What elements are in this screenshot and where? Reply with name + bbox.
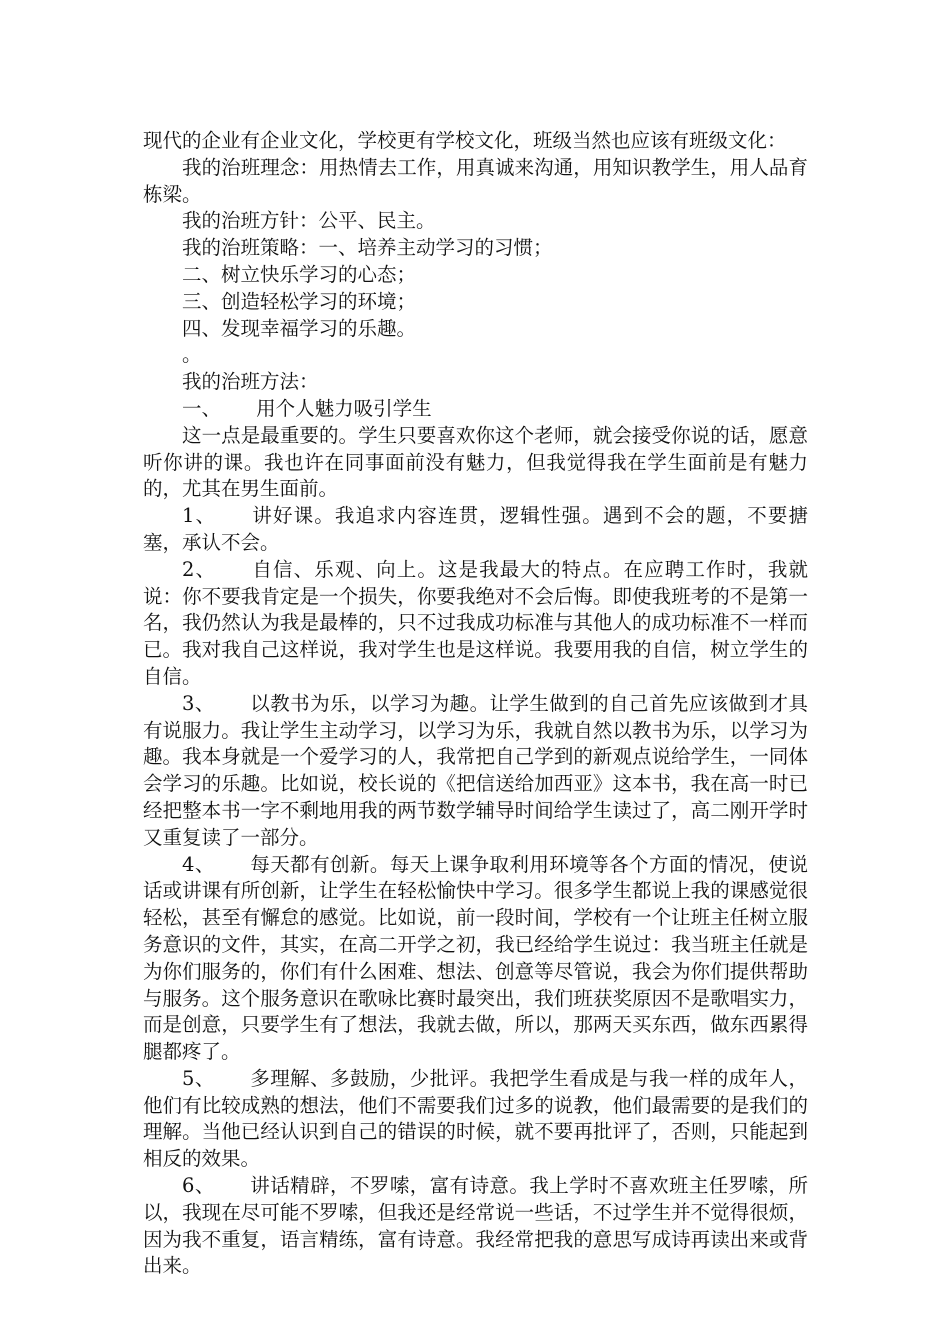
paragraph-philosophy: 我的治班理念：用热情去工作，用真诚来沟通，用知识教学生，用人品育栋梁。 xyxy=(143,155,808,206)
paragraph-intro-culture: 现代的企业有企业文化，学校更有学校文化，班级当然也应该有班级文化： xyxy=(143,129,787,152)
paragraph-strategy-3: 三、创造轻松学习的环境； xyxy=(182,289,417,313)
list-item-3 xyxy=(143,691,808,852)
paragraph-stray-mark: 。 xyxy=(182,343,202,367)
list-item-6 xyxy=(143,1173,808,1280)
paragraph-strategy-4: 四、发现幸福学习的乐趣。 xyxy=(182,316,417,340)
list-item-text: 每天都有创新。每天上课争取利用环境等各个方面的情况，使说话或讲课有所创新，让学生在轻松愉快中学习。很多学生都说上我的课感觉很轻松，甚至有懈怠的感觉。比如说，前一段时间，学校有一个让班主任树立服务意识的文件，其实，在高二开学之初，我已经给学生说过：我当班主任就是为你们服务的，你们有什么困难、想法、创意等尽管说，我会为你们提供帮助与服务。这个服务意识在歌咏比赛时最突出，我们班获奖原因不是歌唱实力，而是创意，只要学生有了想法，我就去做，所以，那两天买东西，做东西累得腿都疼了。 xyxy=(143,852,808,1064)
list-item-number: 6、 xyxy=(182,1174,215,1198)
list-item-number: 3、 xyxy=(182,691,215,715)
list-item-5 xyxy=(143,1066,808,1173)
paragraph-strategy-2: 二、树立快乐学习的心态； xyxy=(182,262,417,286)
list-item-text: 多理解、多鼓励，少批评。我把学生看成是与我一样的成年人，他们有比较成熟的想法，他们不需要我们过多的说教，他们最需要的是我们的理解。当他已经认识到自己的错误的时候，就不要再批评了，否则，只能起到相反的效果。 xyxy=(143,1066,808,1171)
list-item-2 xyxy=(143,557,808,691)
document-body xyxy=(143,128,808,1280)
heading-one-text: 用个人魅力吸引学生 xyxy=(256,396,432,420)
list-item-text: 讲话精辟，不罗嗦，富有诗意。我上学时不喜欢班主任罗嗦，所以，我现在尽可能不罗嗦，但我还是经常说一些话，不过学生并不觉得很烦，因为我不重复，语言精练，富有诗意。我经常把我的意思写成诗再读出来或背出来。 xyxy=(143,1174,808,1278)
heading-one xyxy=(143,396,808,423)
list-item-number: 5、 xyxy=(182,1066,215,1090)
paragraph-strategy: 我的治班策略：一、培养主动学习的习惯； xyxy=(182,236,553,260)
paragraph-methods: 我的治班方法： xyxy=(182,370,319,394)
list-item-text: 以教书为乐，以学习为趣。让学生做到的自己首先应该做到才具有说服力。我让学生主动学习，以学习为乐，我就自然以教书为乐，以学习为趣。我本身就是一个爱学习的人，我常把自己学到的新观点说给学生，一同体会学习的乐趣。比如说，校长说的《把信送给加西亚》这本书，我在高一时已经把整本书一字不剩地用我的两节数学辅导时间给学生读过了，高二刚开学时又重复读了一部分。 xyxy=(143,691,808,849)
paragraph-policy: 我的治班方针：公平、民主。 xyxy=(182,209,436,233)
list-item-text: 讲好课。我追求内容连贯，逻辑性强。遇到不会的题，不要搪塞，承认不会。 xyxy=(143,504,808,554)
list-item-1 xyxy=(143,503,808,557)
list-item-text: 自信、乐观、向上。这是我最大的特点。在应聘工作时，我就说：你不要我肯定是一个损失，你要我绝对不会后悔。即使我班考的不是第一名，我仍然认为我是最棒的，只不过我成功标准与其他人的成功标准不一样而已。我对我自己这样说，我对学生也是这样说。我要用我的自信，树立学生的自信。 xyxy=(143,557,808,688)
heading-one-number: 一、 xyxy=(182,396,222,420)
paragraph-charisma-intro: 这一点是最重要的。学生只要喜欢你这个老师，就会接受你说的话，愿意听你讲的课。我也许在同事面前没有魅力，但我觉得我在学生面前是有魅力的，尤其在男生面前。 xyxy=(143,423,808,501)
list-item-4 xyxy=(143,852,808,1066)
list-item-number: 4、 xyxy=(182,852,215,876)
list-item-number: 2、 xyxy=(182,557,217,581)
list-item-number: 1、 xyxy=(182,504,217,528)
